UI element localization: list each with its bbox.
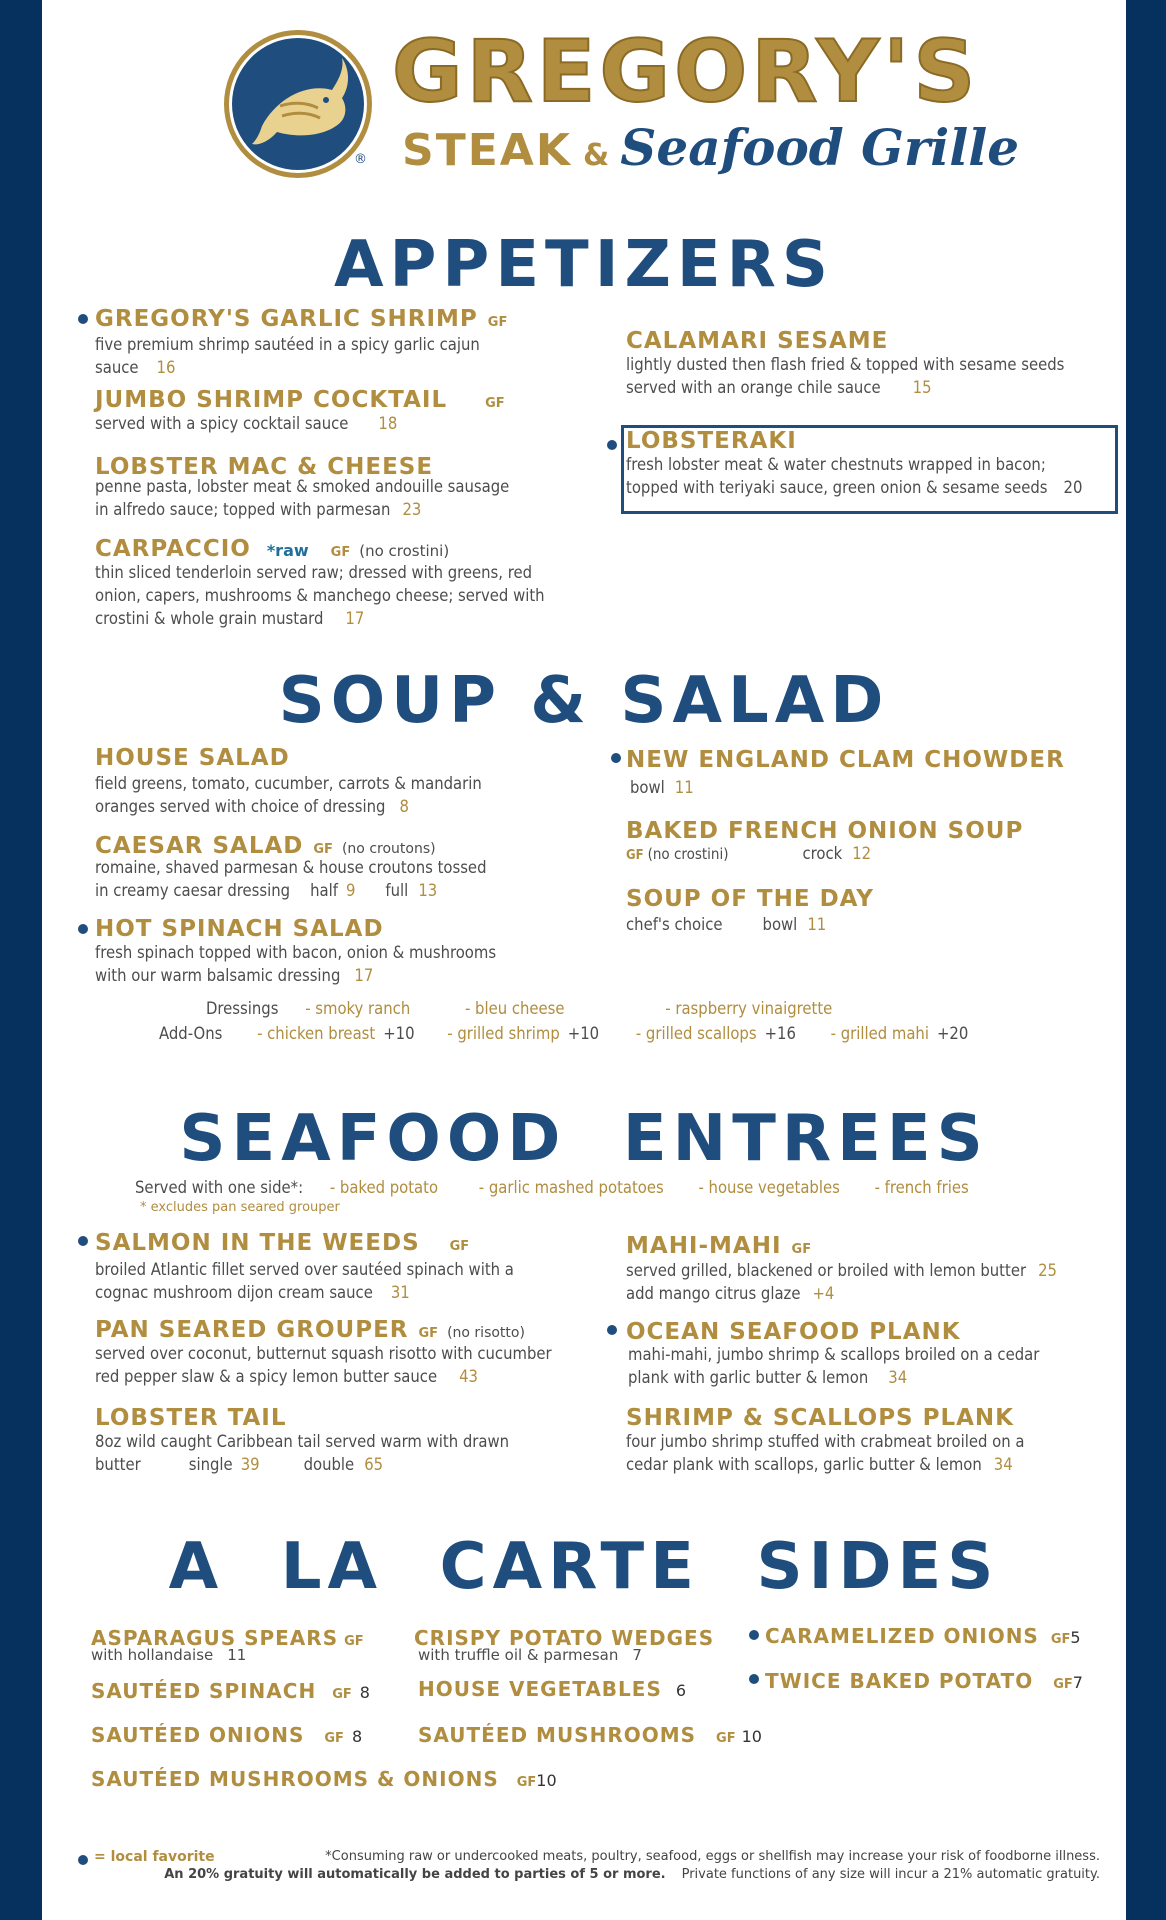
price: 20 <box>1063 478 1083 497</box>
price: 6 <box>675 1681 687 1700</box>
gf-tag: GF <box>487 315 508 330</box>
local-favorite-dot <box>607 440 617 450</box>
house-salad-title <box>95 745 290 771</box>
item-name: SAUTÉED MUSHROOMS <box>418 1723 697 1747</box>
chowder-title <box>626 747 1065 773</box>
item-name: TWICE BAKED POTATO <box>765 1669 1034 1693</box>
double-price: 65 <box>364 1455 384 1474</box>
gf-tag: GF <box>324 1731 344 1746</box>
desc-line: five premium shrimp sautéed in a spicy garlic cajun <box>95 335 480 354</box>
price: 43 <box>459 1367 478 1386</box>
raw-tag: *raw <box>266 541 309 560</box>
gf-tag: GF <box>313 842 333 857</box>
half-label: half <box>310 881 338 900</box>
sauteed-onions-title <box>91 1723 362 1747</box>
onion-soup-title <box>626 818 1023 844</box>
item-name: BAKED FRENCH ONION SOUP <box>626 818 1024 844</box>
bowl-label: bowl <box>630 778 665 797</box>
logo-emblem <box>222 28 374 180</box>
shrimp-scallops-desc <box>626 1430 1024 1476</box>
side-option: - house vegetables <box>698 1178 840 1197</box>
item-name: CARPACCIO <box>95 536 251 562</box>
desc-line: field greens, tomato, cucumber, carrots & mandarin <box>95 774 482 793</box>
addon-option: - grilled shrimp <box>447 1024 560 1043</box>
garlic-shrimp-desc <box>95 333 480 379</box>
price: 7 <box>632 1646 642 1664</box>
desc-line: served with an orange chile sauce <box>626 378 881 397</box>
gf-tag: GF <box>418 1326 439 1341</box>
lobster-mac-desc <box>95 475 509 521</box>
addon-price: +16 <box>764 1024 796 1043</box>
item-name: SAUTÉED SPINACH <box>91 1679 317 1703</box>
soup-day-title <box>626 886 874 912</box>
gratuity-line <box>164 1867 1100 1882</box>
section-sides: A LA CARTE SIDES <box>168 1530 1000 1604</box>
half-price: 9 <box>345 881 356 900</box>
seafood-plank-title <box>626 1319 961 1345</box>
local-favorite-dot <box>78 1236 88 1246</box>
private-functions-text: Private functions of any size will incur a 21% automatic gratuity. <box>681 1867 1100 1882</box>
item-name: CALAMARI SESAME <box>626 328 889 354</box>
lobsteraki-title <box>626 428 797 454</box>
side-desc: with truffle oil & parmesan <box>418 1646 619 1664</box>
price: 23 <box>402 500 422 519</box>
gf-tag: GF <box>485 396 505 411</box>
desc-line: served over coconut, butternut squash risotto with cucumber <box>95 1344 552 1363</box>
asparagus-sub <box>91 1646 246 1664</box>
foodborne-warning: *Consuming raw or undercooked meats, poultry, seafood, eggs or shellfish may increase your risk of foodborne illness. <box>325 1849 1100 1864</box>
desc-line: chef's choice <box>626 915 723 934</box>
side-option: - french fries <box>874 1178 969 1197</box>
no-risotto-note: (no risotto) <box>447 1325 525 1341</box>
gf-tag: GF <box>791 1242 812 1257</box>
side-desc: with hollandaise <box>91 1646 214 1664</box>
shrimp-cocktail-title <box>95 387 505 413</box>
price: 8 <box>351 1727 363 1746</box>
price: 11 <box>674 778 694 797</box>
price: 31 <box>390 1283 410 1302</box>
wedges-sub <box>418 1646 642 1664</box>
no-croutons-note: (no croutons) <box>341 841 436 857</box>
local-favorite-dot <box>78 924 88 934</box>
house-vegetables-title <box>418 1677 686 1701</box>
desc-line: penne pasta, lobster meat & smoked andouille sausage <box>95 477 510 496</box>
house-salad-desc <box>95 772 482 818</box>
price: 10 <box>741 1727 762 1746</box>
salmon-title <box>95 1230 469 1256</box>
desc-line: served grilled, blackened or broiled with lemon butter <box>626 1261 1027 1280</box>
gf-tag: GF <box>449 1239 470 1254</box>
item-name: SAUTÉED ONIONS <box>91 1723 305 1747</box>
desc-line: red pepper slaw & a spicy lemon butter sauce <box>95 1367 438 1386</box>
lobster-tail-desc <box>95 1430 509 1476</box>
item-name: CARAMELIZED ONIONS <box>765 1624 1039 1648</box>
dressing-option: - smoky ranch <box>305 999 411 1018</box>
excludes-note: * excludes pan seared grouper <box>140 1200 340 1215</box>
addon-option: - chicken breast <box>257 1024 376 1043</box>
item-name: HOT SPINACH SALAD <box>95 916 384 942</box>
item-name: SHRIMP & SCALLOPS PLANK <box>626 1405 1015 1431</box>
gf-tag: GF <box>626 848 644 863</box>
local-favorite-dot <box>607 1325 617 1335</box>
calamari-desc <box>626 353 1064 399</box>
desc-line: plank with garlic butter & lemon <box>628 1368 869 1387</box>
addon-price: +10 <box>567 1024 600 1043</box>
spinach-salad-title <box>95 916 384 942</box>
item-name: LOBSTER MAC & CHEESE <box>95 454 434 480</box>
brand-amp: & <box>583 138 610 173</box>
legend-dot <box>78 1855 88 1865</box>
desc-line: in alfredo sauce; topped with parmesan <box>95 500 391 519</box>
price: 17 <box>354 966 374 985</box>
item-name: SOUP OF THE DAY <box>626 886 874 912</box>
salmon-desc <box>95 1258 514 1304</box>
addon-price: +20 <box>936 1024 969 1043</box>
onion-soup-desc <box>626 842 871 867</box>
carpaccio-title <box>95 536 449 562</box>
fish-bull-icon <box>222 28 374 180</box>
price: 10 <box>536 1771 557 1790</box>
desc-line: lightly dusted then flash fried & topped with sesame seeds <box>626 355 1065 374</box>
price: 17 <box>345 609 365 628</box>
desc-line: sauce <box>95 358 139 377</box>
item-name: MAHI-MAHI <box>626 1233 782 1259</box>
section-seafood-entrees: SEAFOOD ENTREES <box>179 1102 989 1176</box>
grouper-title <box>95 1317 525 1343</box>
price: 8 <box>399 797 409 816</box>
desc-line: thin sliced tenderloin served raw; dressed with greens, red <box>95 563 533 582</box>
gf-tag: GF <box>1053 1677 1073 1692</box>
section-appetizers: APPETIZERS <box>333 228 835 302</box>
brand-steak: STEAK <box>402 125 572 176</box>
dressing-option: - raspberry vinaigrette <box>665 999 833 1018</box>
double-label: double <box>303 1455 355 1474</box>
price: 15 <box>912 378 932 397</box>
sauteed-spinach-title <box>91 1679 370 1703</box>
brand-seafood-grille: Seafood Grille <box>620 118 1020 177</box>
caramelized-onions-title <box>765 1624 1081 1648</box>
section-soup-salad: SOUP & SALAD <box>278 664 890 738</box>
price: 12 <box>852 844 872 863</box>
bowl-label: bowl <box>762 915 798 934</box>
desc-line: 8oz wild caught Caribbean tail served warm with drawn <box>95 1432 509 1451</box>
price: 11 <box>227 1646 247 1664</box>
price: 5 <box>1070 1628 1081 1647</box>
price: 16 <box>156 358 176 377</box>
item-name: NEW ENGLAND CLAM CHOWDER <box>626 747 1065 773</box>
seafood-plank-desc <box>628 1343 1039 1389</box>
registered-mark: ® <box>354 152 367 167</box>
chowder-desc <box>630 776 694 799</box>
addons-label: Add-Ons <box>159 1024 223 1043</box>
desc-line: fresh spinach topped with bacon, onion & mushrooms <box>95 943 497 962</box>
twice-baked-title <box>765 1669 1083 1693</box>
item-name: HOUSE SALAD <box>95 745 290 771</box>
local-favorite-dot <box>611 753 621 763</box>
spinach-salad-desc <box>95 941 496 987</box>
price: 25 <box>1038 1261 1057 1280</box>
addon-option: - grilled scallops <box>635 1024 757 1043</box>
item-name: OCEAN SEAFOOD PLANK <box>626 1319 961 1345</box>
single-price: 39 <box>240 1455 260 1474</box>
gratuity-text: An 20% gratuity will automatically be added to parties of 5 or more. <box>164 1867 666 1882</box>
mahi-desc <box>626 1259 1057 1305</box>
desc-line: cedar plank with scallops, garlic butter & lemon <box>626 1455 982 1474</box>
carpaccio-desc <box>95 561 545 630</box>
desc-line: crostini & whole grain mustard <box>95 609 324 628</box>
brand-subtitle <box>402 118 1019 177</box>
no-crostini-note: (no crostini) <box>647 845 729 863</box>
brand-name: GREGORY'S <box>392 22 980 122</box>
item-name: LOBSTERAKI <box>626 428 797 454</box>
local-favorite-dot <box>749 1674 759 1684</box>
item-name: CAESAR SALAD <box>95 833 304 859</box>
addon-option: - grilled mahi <box>830 1024 929 1043</box>
local-favorite-dot <box>749 1630 759 1640</box>
gf-tag: GF <box>344 1634 364 1649</box>
item-name: HOUSE VEGETABLES <box>418 1677 662 1701</box>
gf-tag: GF <box>716 1731 736 1746</box>
desc-line: onion, capers, mushrooms & manchego cheese; served with <box>95 586 545 605</box>
legend-text: = local favorite <box>94 1849 215 1865</box>
local-favorite-dot <box>78 314 88 324</box>
extra-price: +4 <box>812 1284 835 1303</box>
item-name: SALMON IN THE WEEDS <box>95 1230 420 1256</box>
gf-tag: GF <box>516 1775 537 1790</box>
item-name: ASPARAGUS SPEARS <box>91 1626 339 1650</box>
item-name: PAN SEARED GROUPER <box>95 1317 409 1343</box>
calamari-title <box>626 328 888 354</box>
lobster-tail-title <box>95 1405 287 1431</box>
caesar-desc <box>95 856 487 902</box>
shrimp-scallops-title <box>626 1405 1014 1431</box>
desc-line: broiled Atlantic fillet served over sautéed spinach with a <box>95 1260 514 1279</box>
price: 18 <box>378 414 398 433</box>
sauteed-mushrooms-title <box>418 1723 762 1747</box>
desc-line: served with a spicy cocktail sauce <box>95 414 349 433</box>
mushrooms-onions-title <box>91 1767 557 1791</box>
desc-line: four jumbo shrimp stuffed with crabmeat broiled on a <box>626 1432 1025 1451</box>
served-with-side <box>135 1176 969 1199</box>
dressings-row <box>206 997 832 1020</box>
item-name: LOBSTER TAIL <box>95 1405 287 1431</box>
mahi-title <box>626 1233 811 1259</box>
gf-tag: GF <box>1050 1632 1071 1647</box>
item-name: SAUTÉED MUSHROOMS & ONIONS <box>91 1767 499 1791</box>
price: 34 <box>888 1368 908 1387</box>
dressings-label: Dressings <box>206 999 279 1018</box>
item-name: JUMBO SHRIMP COCKTAIL <box>95 387 448 413</box>
sides-label: Served with one side*: <box>135 1178 304 1197</box>
full-label: full <box>385 881 409 900</box>
price: 7 <box>1072 1673 1083 1692</box>
desc-line: cognac mushroom dijon cream sauce <box>95 1283 373 1302</box>
desc-line: add mango citrus glaze <box>626 1284 801 1303</box>
desc-line: romaine, shaved parmesan & house croutons tossed <box>95 858 487 877</box>
desc-line: fresh lobster meat & water chestnuts wrapped in bacon; <box>626 455 1046 474</box>
side-option: - baked potato <box>329 1178 439 1197</box>
menu-page <box>42 0 1126 1920</box>
lobsteraki-desc <box>626 453 1082 499</box>
shrimp-cocktail-desc <box>95 412 397 435</box>
desc-line: butter <box>95 1455 141 1474</box>
price: 11 <box>807 915 827 934</box>
desc-line: oranges served with choice of dressing <box>95 797 386 816</box>
desc-line: in creamy caesar dressing <box>95 881 291 900</box>
crock-label: crock <box>802 844 843 863</box>
full-price: 13 <box>418 881 438 900</box>
addons-row <box>159 1022 968 1045</box>
dressing-option: - bleu cheese <box>464 999 565 1018</box>
garlic-shrimp-title <box>95 306 507 332</box>
desc-line: with our warm balsamic dressing <box>95 966 341 985</box>
price: 8 <box>359 1683 370 1702</box>
no-crostini-note: (no crostini) <box>359 542 450 560</box>
gf-tag: GF <box>330 545 351 560</box>
price: 34 <box>993 1455 1013 1474</box>
soup-day-desc <box>626 913 826 936</box>
side-option: - garlic mashed potatoes <box>478 1178 664 1197</box>
grouper-desc <box>95 1342 552 1388</box>
desc-line: topped with teriyaki sauce, green onion & sesame seeds <box>626 478 1048 497</box>
addon-price: +10 <box>383 1024 415 1043</box>
item-name: CRISPY POTATO WEDGES <box>414 1626 715 1650</box>
item-name: GREGORY'S GARLIC SHRIMP <box>95 306 478 332</box>
gf-tag: GF <box>332 1687 352 1702</box>
single-label: single <box>188 1455 233 1474</box>
desc-line: mahi-mahi, jumbo shrimp & scallops broiled on a cedar <box>628 1345 1040 1364</box>
